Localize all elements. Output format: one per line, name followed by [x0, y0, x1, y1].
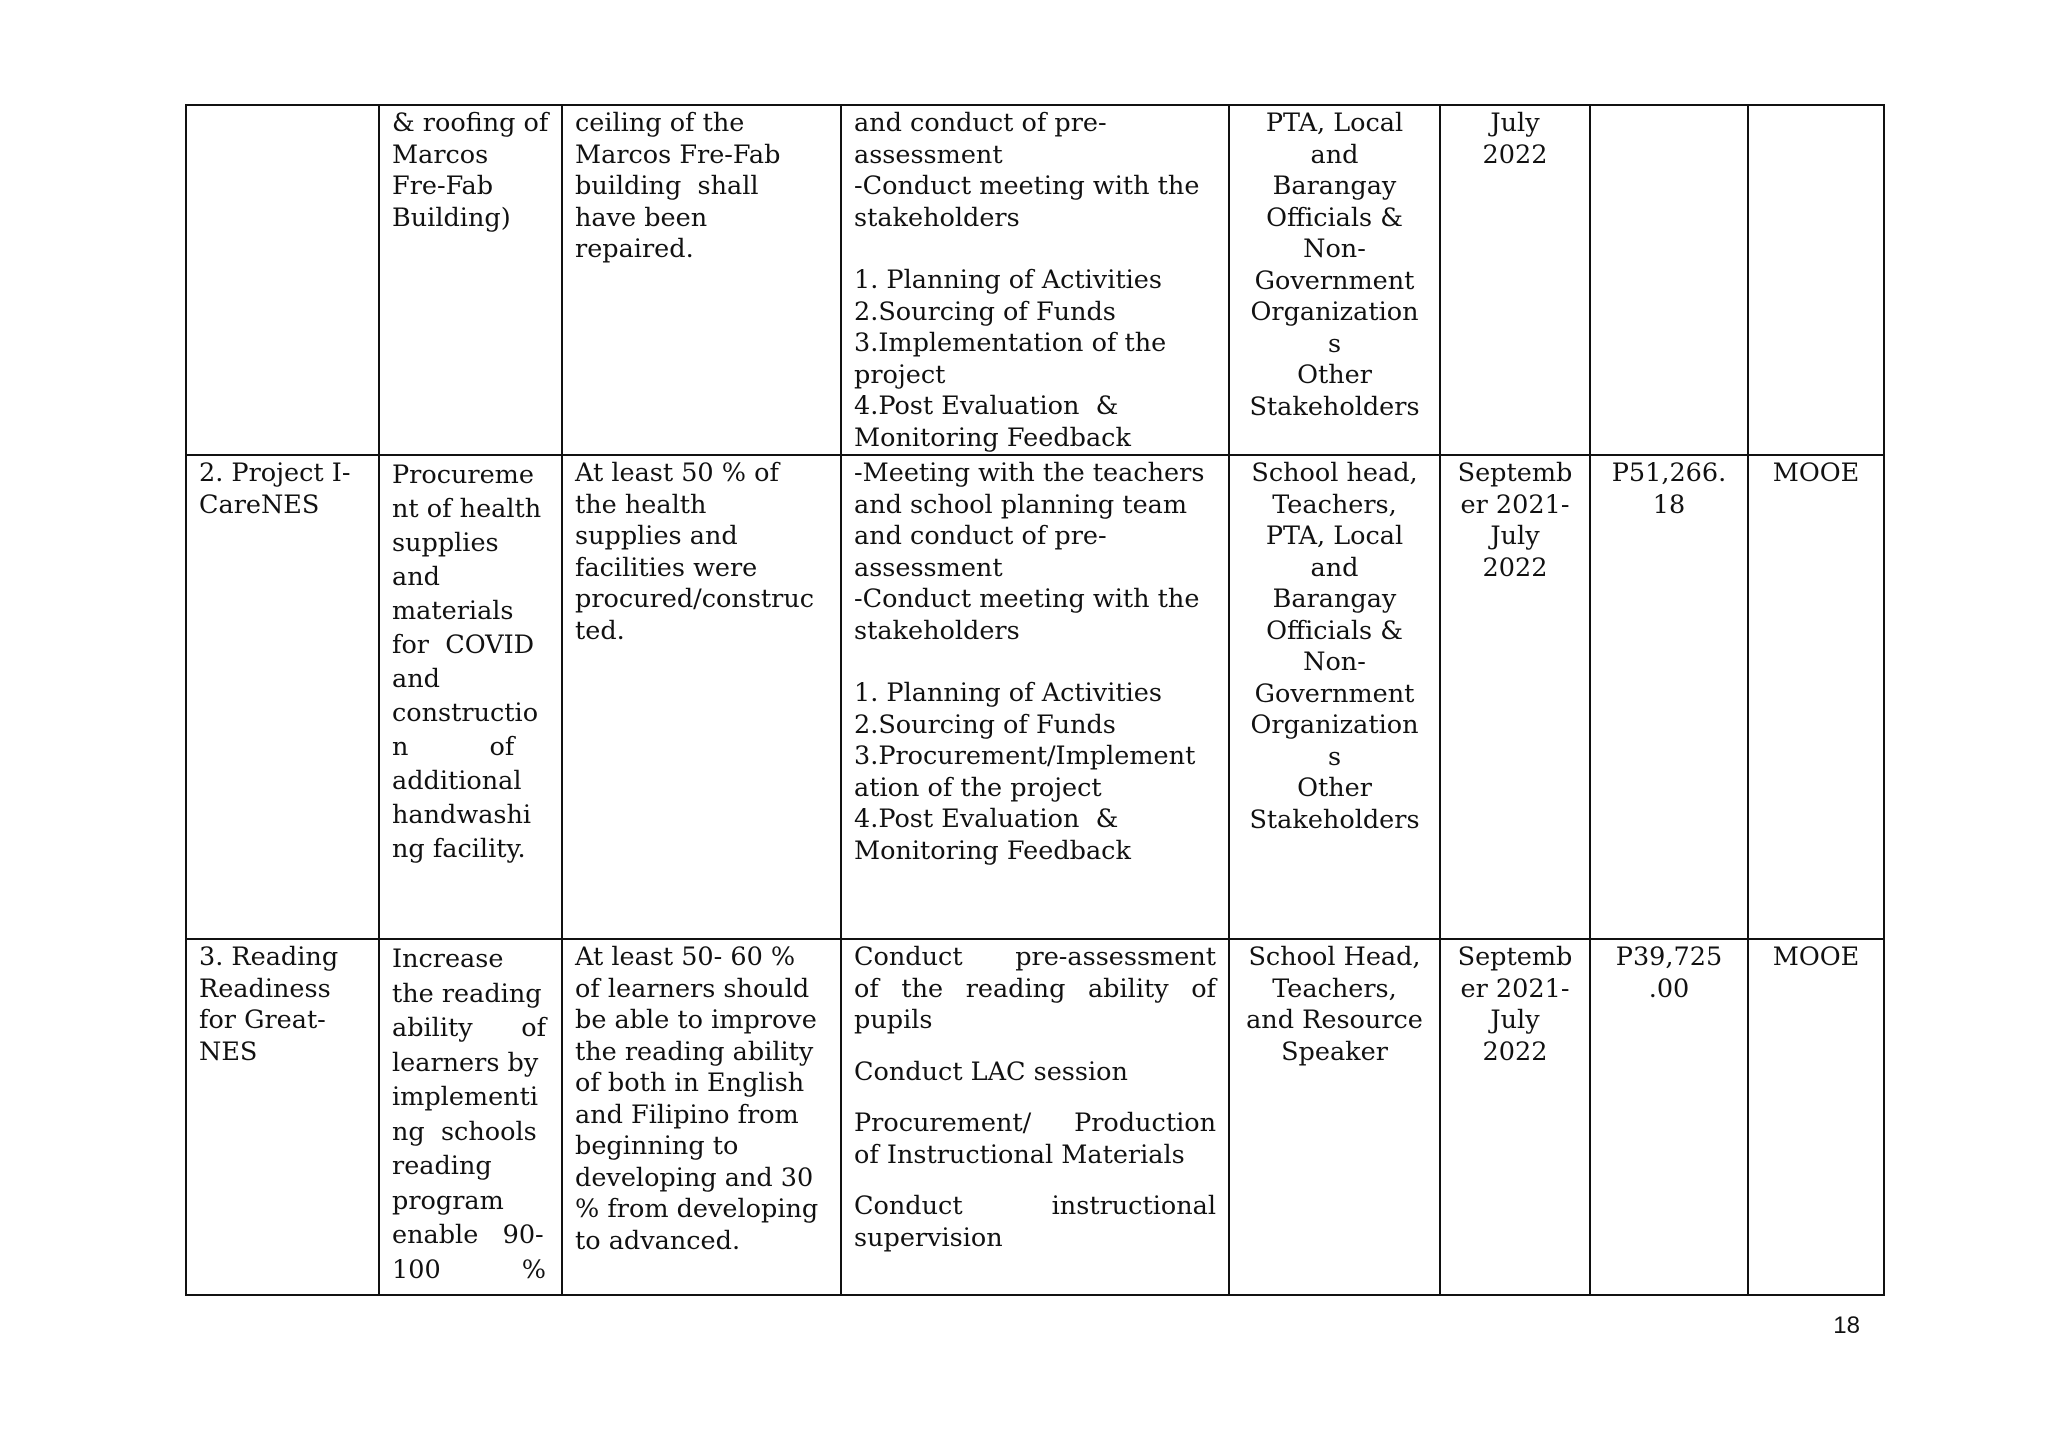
- objective-line: learners by: [392, 1047, 539, 1078]
- activity-line: supervision: [854, 1222, 1003, 1253]
- project-line: Readiness: [199, 973, 331, 1004]
- objective-line: Marcos: [392, 139, 489, 170]
- persons-line: PTA, Local: [1265, 108, 1404, 138]
- objective-line: implementi: [392, 1082, 539, 1112]
- persons-involved-cell: [1229, 455, 1440, 939]
- objective-line: Procureme: [392, 460, 534, 490]
- budget-line: .00: [1648, 973, 1690, 1004]
- timeframe-cell: [1440, 455, 1590, 939]
- project-cell: [186, 939, 379, 1295]
- persons-line: Stakeholders: [1249, 391, 1420, 422]
- timeframe-line: July: [1490, 108, 1540, 138]
- objective-line: enable 90-: [392, 1220, 544, 1250]
- activity-step: 4.Post Evaluation &: [854, 804, 1119, 834]
- target-line: beginning to: [575, 1131, 739, 1161]
- objective-line: constructio: [392, 698, 539, 728]
- source-of-funds: MOOE: [1772, 942, 1860, 972]
- activity-step: 1. Planning of Activities: [854, 265, 1162, 295]
- timeframe-line: er 2021-: [1460, 489, 1570, 520]
- activities-cell: [841, 939, 1229, 1295]
- target-cell: [562, 105, 841, 455]
- persons-line: Barangay: [1272, 171, 1397, 201]
- objective-line: ng schools: [392, 1116, 537, 1147]
- project-line: 2. Project I-: [199, 458, 351, 488]
- activity-line: -Conduct meeting with the: [854, 584, 1200, 614]
- objective-line: program: [392, 1185, 504, 1216]
- project-line: NES: [199, 1036, 258, 1067]
- activity-line: assessment: [854, 552, 1003, 583]
- objective-line: n of: [392, 732, 515, 762]
- activities-cell: [841, 455, 1229, 939]
- persons-line: Officials &: [1266, 202, 1403, 233]
- target-line: the reading ability: [575, 1036, 814, 1067]
- objective-line: nt of health: [392, 494, 542, 524]
- activity-line: and conduct of pre-: [854, 108, 1107, 138]
- objective-line: reading: [392, 1151, 492, 1181]
- persons-line: Stakeholders: [1249, 804, 1420, 835]
- budget-line: 18: [1652, 489, 1686, 520]
- timeframe-line: Septemb: [1457, 942, 1573, 972]
- activity-paragraph: [854, 1191, 1216, 1254]
- activity-line: and school planning team: [854, 489, 1188, 520]
- timeframe-line: 2022: [1482, 1036, 1548, 1067]
- persons-involved-cell: [1229, 105, 1440, 455]
- persons-line: s: [1327, 328, 1342, 359]
- table-row: [186, 939, 1884, 1295]
- activity-step: 2.Sourcing of Funds: [854, 296, 1116, 327]
- persons-line: PTA, Local: [1265, 521, 1404, 551]
- page-number: 18: [1833, 1312, 1860, 1339]
- activity-step: 3.Procurement/Implement: [854, 741, 1196, 771]
- persons-line: Organization: [1250, 297, 1419, 327]
- objective-cell: [379, 455, 562, 939]
- persons-line: Speaker: [1281, 1036, 1388, 1067]
- objective-line: ng facility.: [392, 834, 526, 864]
- persons-line: Barangay: [1272, 584, 1397, 614]
- timeframe-cell: [1440, 939, 1590, 1295]
- timeframe-line: 2022: [1482, 552, 1548, 583]
- budget-cell: [1590, 105, 1748, 455]
- target-line: developing and 30: [575, 1162, 814, 1193]
- activity-line: of Instructional Materials: [854, 1139, 1185, 1170]
- persons-line: s: [1327, 741, 1342, 772]
- project-line: for Great-: [199, 1005, 326, 1035]
- objective-cell: [379, 105, 562, 455]
- activity-step: 1. Planning of Activities: [854, 678, 1162, 708]
- target-line: to advanced.: [575, 1225, 741, 1256]
- objective-line: 100 %: [392, 1254, 546, 1285]
- source-of-funds-cell: [1748, 105, 1884, 455]
- objective-cell: [379, 939, 562, 1295]
- activity-line: -Conduct meeting with the: [854, 171, 1200, 201]
- target-line: ted.: [575, 615, 625, 646]
- project-line: CareNES: [199, 489, 320, 520]
- objective-line: Building): [392, 202, 511, 233]
- activity-step: project: [854, 359, 946, 390]
- activity-line: Conduct LAC session: [854, 1056, 1128, 1087]
- budget-line: P51,266.: [1611, 458, 1727, 488]
- persons-line: Other: [1297, 360, 1372, 390]
- target-line: ceiling of the: [575, 108, 745, 138]
- source-of-funds-cell: [1748, 455, 1884, 939]
- persons-line: Officials &: [1266, 615, 1403, 646]
- persons-line: Other: [1297, 773, 1372, 803]
- activity-line: Conduct pre-assessment: [854, 942, 1216, 972]
- persons-involved-cell: [1229, 939, 1440, 1295]
- target-line: have been: [575, 202, 708, 233]
- target-line: At least 50 % of: [575, 458, 779, 488]
- budget-cell: [1590, 939, 1748, 1295]
- objective-line: the reading: [392, 978, 542, 1009]
- table-row: [186, 105, 1884, 455]
- activity-line: of the reading ability of: [854, 973, 1216, 1004]
- timeframe-line: 2022: [1482, 139, 1548, 170]
- activity-line: -Meeting with the teachers: [854, 458, 1205, 488]
- activity-step: ation of the project: [854, 772, 1102, 803]
- activity-step: 3.Implementation of the: [854, 328, 1167, 358]
- target-cell: [562, 939, 841, 1295]
- objective-line: and: [392, 664, 440, 694]
- table-row: [186, 455, 1884, 939]
- activity-line: stakeholders: [854, 615, 1020, 646]
- objective-line: additional: [392, 766, 522, 796]
- activity-step: 4.Post Evaluation &: [854, 391, 1119, 421]
- persons-line: and: [1310, 552, 1359, 583]
- activity-step: Monitoring Feedback: [854, 422, 1131, 453]
- target-line: repaired.: [575, 234, 694, 264]
- project-cell: [186, 105, 379, 455]
- activity-paragraph: [854, 942, 1216, 1037]
- persons-line: School Head,: [1248, 942, 1421, 972]
- activity-line: pupils: [854, 1005, 933, 1035]
- timeframe-line: July: [1490, 521, 1540, 551]
- project-line: 3. Reading: [199, 942, 339, 972]
- target-line: facilities were: [575, 552, 758, 583]
- persons-line: Non-: [1303, 234, 1366, 264]
- persons-line: and: [1310, 139, 1359, 170]
- timeframe-line: July: [1490, 1005, 1540, 1035]
- target-line: Marcos Fre-Fab: [575, 139, 781, 170]
- activity-line: Conduct instructional: [854, 1191, 1216, 1221]
- persons-line: Government: [1254, 265, 1415, 296]
- activity-line: Procurement/ Production: [854, 1108, 1216, 1138]
- target-line: building shall: [575, 171, 759, 201]
- objective-line: materials: [392, 596, 514, 626]
- target-line: and Filipino from: [575, 1099, 799, 1130]
- timeframe-cell: [1440, 105, 1590, 455]
- activities-cell: [841, 105, 1229, 455]
- objective-line: Increase: [392, 944, 504, 974]
- activity-paragraph: [854, 1108, 1216, 1171]
- persons-line: Teachers,: [1272, 973, 1397, 1004]
- activity-step: Monitoring Feedback: [854, 835, 1131, 866]
- target-line: procured/construc: [575, 584, 815, 614]
- target-line: be able to improve: [575, 1005, 817, 1035]
- target-line: % from developing: [575, 1194, 819, 1224]
- activity-line: stakeholders: [854, 202, 1020, 233]
- target-line: of both in English: [575, 1068, 805, 1098]
- timeframe-line: er 2021-: [1460, 973, 1570, 1004]
- target-line: of learners should: [575, 973, 810, 1004]
- objective-line: Fre-Fab: [392, 171, 494, 201]
- objective-line: handwashi: [392, 800, 532, 830]
- project-cell: [186, 455, 379, 939]
- budget-line: P39,725: [1615, 942, 1723, 972]
- objective-line: and: [392, 562, 440, 592]
- persons-line: Organization: [1250, 710, 1419, 740]
- objective-line: & roofing of: [392, 108, 549, 138]
- persons-line: School head,: [1251, 458, 1418, 488]
- objective-line: ability of: [392, 1013, 547, 1043]
- budget-cell: [1590, 455, 1748, 939]
- timeframe-line: Septemb: [1457, 458, 1573, 488]
- source-of-funds-cell: [1748, 939, 1884, 1295]
- target-line: supplies and: [575, 521, 738, 551]
- target-line: the health: [575, 489, 707, 520]
- objective-line: supplies: [392, 528, 499, 558]
- objective-line: for COVID: [392, 630, 535, 660]
- target-cell: [562, 455, 841, 939]
- persons-line: and Resource: [1246, 1005, 1423, 1035]
- persons-line: Teachers,: [1272, 489, 1397, 520]
- activity-paragraph: [854, 1057, 1216, 1089]
- target-line: At least 50- 60 %: [575, 942, 796, 972]
- source-of-funds: MOOE: [1772, 458, 1860, 488]
- persons-line: Non-: [1303, 647, 1366, 677]
- activity-line: assessment: [854, 139, 1003, 170]
- activity-line: and conduct of pre-: [854, 521, 1107, 551]
- activity-step: 2.Sourcing of Funds: [854, 709, 1116, 740]
- action-plan-table: [185, 104, 1885, 1296]
- persons-line: Government: [1254, 678, 1415, 709]
